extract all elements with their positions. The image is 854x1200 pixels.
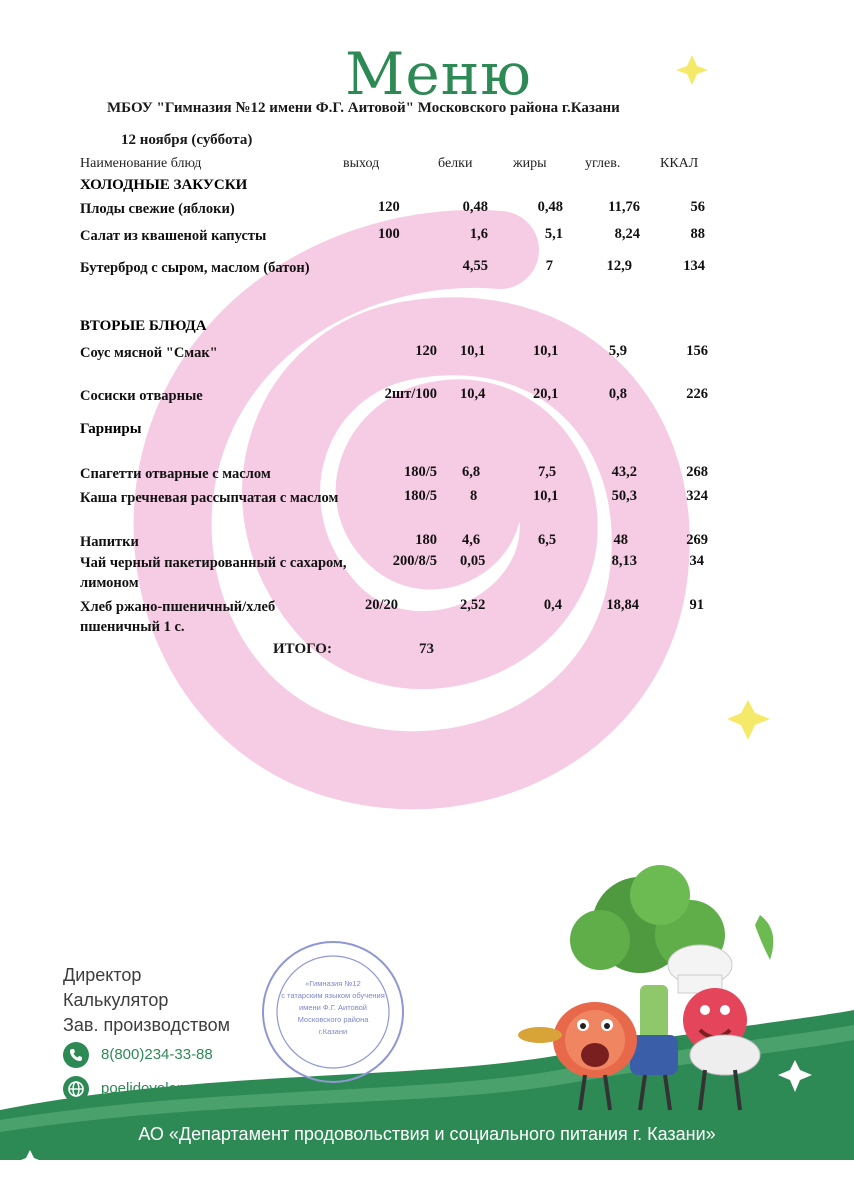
stamp-line: имени Ф.Г. Аитовой	[298, 1003, 367, 1012]
dish-yield: 180/5	[403, 488, 437, 504]
dish-kcal: 268	[686, 464, 708, 480]
section-side-dishes: Гарниры	[80, 421, 142, 437]
dish-fat: 10,1	[533, 488, 559, 504]
header-name: Наименование блюд	[80, 156, 202, 171]
dish-protein: 2,52	[460, 597, 486, 613]
dish-kcal: 91	[689, 597, 704, 613]
dish-fat: 7	[545, 258, 553, 274]
dish-yield: 20/20	[365, 597, 399, 613]
header-fat: жиры	[513, 156, 547, 171]
website-link[interactable]: poelidovolen.ru	[101, 1080, 203, 1097]
dish-protein: 8	[470, 488, 478, 504]
official-stamp	[258, 937, 408, 1087]
dish-name: Хлеб ржано-пшеничный/хлеб пшеничный 1 с.	[80, 599, 276, 635]
dish-kcal: 269	[686, 532, 708, 548]
dish-fat: 0,48	[537, 199, 563, 215]
dish-carbs: 8,13	[611, 553, 637, 569]
dish-carbs: 48	[613, 532, 628, 548]
dish-protein: 0,05	[460, 553, 486, 569]
section-second-courses: ВТОРЫЕ БЛЮДА	[80, 318, 207, 334]
dish-yield: 180/5	[403, 464, 437, 480]
dish-name: Бутерброд с сыром, маслом (батон)	[80, 260, 310, 276]
stamp-line: г.Казани	[318, 1027, 348, 1036]
dish-yield: 180	[415, 532, 437, 548]
dish-name: Спагетти отварные с маслом	[80, 466, 271, 482]
menu-date: 12 ноября (суббота)	[121, 132, 253, 148]
staff-director: Директор	[63, 965, 142, 985]
dish-kcal: 88	[690, 226, 705, 242]
dish-fat: 5,1	[544, 226, 563, 242]
dish-fat: 0,4	[543, 597, 562, 613]
phone-number[interactable]: 8(800)234-33-88	[101, 1046, 213, 1063]
dish-fat: 7,5	[538, 464, 557, 480]
dish-fat: 20,1	[533, 386, 559, 402]
staff-production-head: Зав. производством	[63, 1015, 230, 1035]
stamp-line: Московского района	[297, 1015, 369, 1024]
dish-fat: 6,5	[538, 532, 557, 548]
dish-kcal: 324	[686, 488, 708, 504]
dish-protein: 4,6	[462, 532, 481, 548]
dish-protein: 6,8	[462, 464, 481, 480]
globe-icon	[63, 1076, 89, 1102]
header-yield: выход	[343, 156, 380, 171]
dish-yield: 120	[378, 199, 400, 215]
stamp-line: с татарским языком обучения	[281, 991, 385, 1000]
dish-protein: 4,55	[462, 258, 488, 274]
footer-organization: АО «Департамент продовольствия и социального питания г. Казани»	[138, 1124, 716, 1144]
total-value: 73	[419, 641, 434, 657]
dish-kcal: 134	[683, 258, 705, 274]
dish-carbs: 8,24	[614, 226, 640, 242]
dish-name: Салат из квашеной капусты	[80, 228, 267, 244]
header-kcal: ККАЛ	[660, 156, 699, 171]
dish-kcal: 226	[686, 386, 708, 402]
dish-carbs: 0,8	[608, 386, 627, 402]
section-cold-appetizers: ХОЛОДНЫЕ ЗАКУСКИ	[80, 177, 248, 193]
dish-carbs: 5,9	[608, 343, 627, 359]
dish-protein: 0,48	[462, 199, 488, 215]
dish-yield: 200/8/5	[392, 553, 437, 569]
staff-calculator: Калькулятор	[63, 990, 169, 1010]
dish-protein: 10,4	[460, 386, 486, 402]
stamp-line: «Гимназия №12	[305, 979, 361, 988]
dish-yield: 2шт/100	[384, 386, 437, 402]
dish-carbs: 18,84	[606, 597, 639, 613]
dish-protein: 1,6	[469, 226, 488, 242]
school-name: МБОУ "Гимназия №12 имени Ф.Г. Аитовой" Московского района г.Казани	[107, 100, 620, 116]
pink-swirl-decoration	[173, 249, 651, 770]
dish-protein: 10,1	[460, 343, 486, 359]
dish-name: Сосиски отварные	[80, 388, 203, 404]
total-label: ИТОГО:	[273, 641, 332, 657]
dish-kcal: 34	[689, 553, 704, 569]
dish-yield: 100	[378, 226, 400, 242]
dish-yield: 120	[415, 343, 437, 359]
dish-kcal: 56	[690, 199, 705, 215]
dish-name: Напитки	[80, 534, 139, 550]
dish-name: Соус мясной "Смак"	[80, 345, 218, 361]
dish-carbs: 12,9	[606, 258, 632, 274]
phone-icon	[63, 1042, 89, 1068]
header-protein: белки	[438, 156, 473, 171]
dish-carbs: 43,2	[611, 464, 637, 480]
dish-name: Чай черный пакетированный с сахаром, лимоном	[80, 555, 347, 591]
dish-name: Плоды свежие (яблоки)	[80, 201, 235, 217]
dish-kcal: 156	[686, 343, 708, 359]
dish-carbs: 50,3	[611, 488, 637, 504]
dish-fat: 10,1	[533, 343, 559, 359]
dish-carbs: 11,76	[608, 199, 640, 215]
header-carbs: углев.	[585, 156, 621, 171]
menu-title: Меню	[345, 40, 532, 108]
dish-name: Каша гречневая рассыпчатая с маслом	[80, 490, 339, 506]
